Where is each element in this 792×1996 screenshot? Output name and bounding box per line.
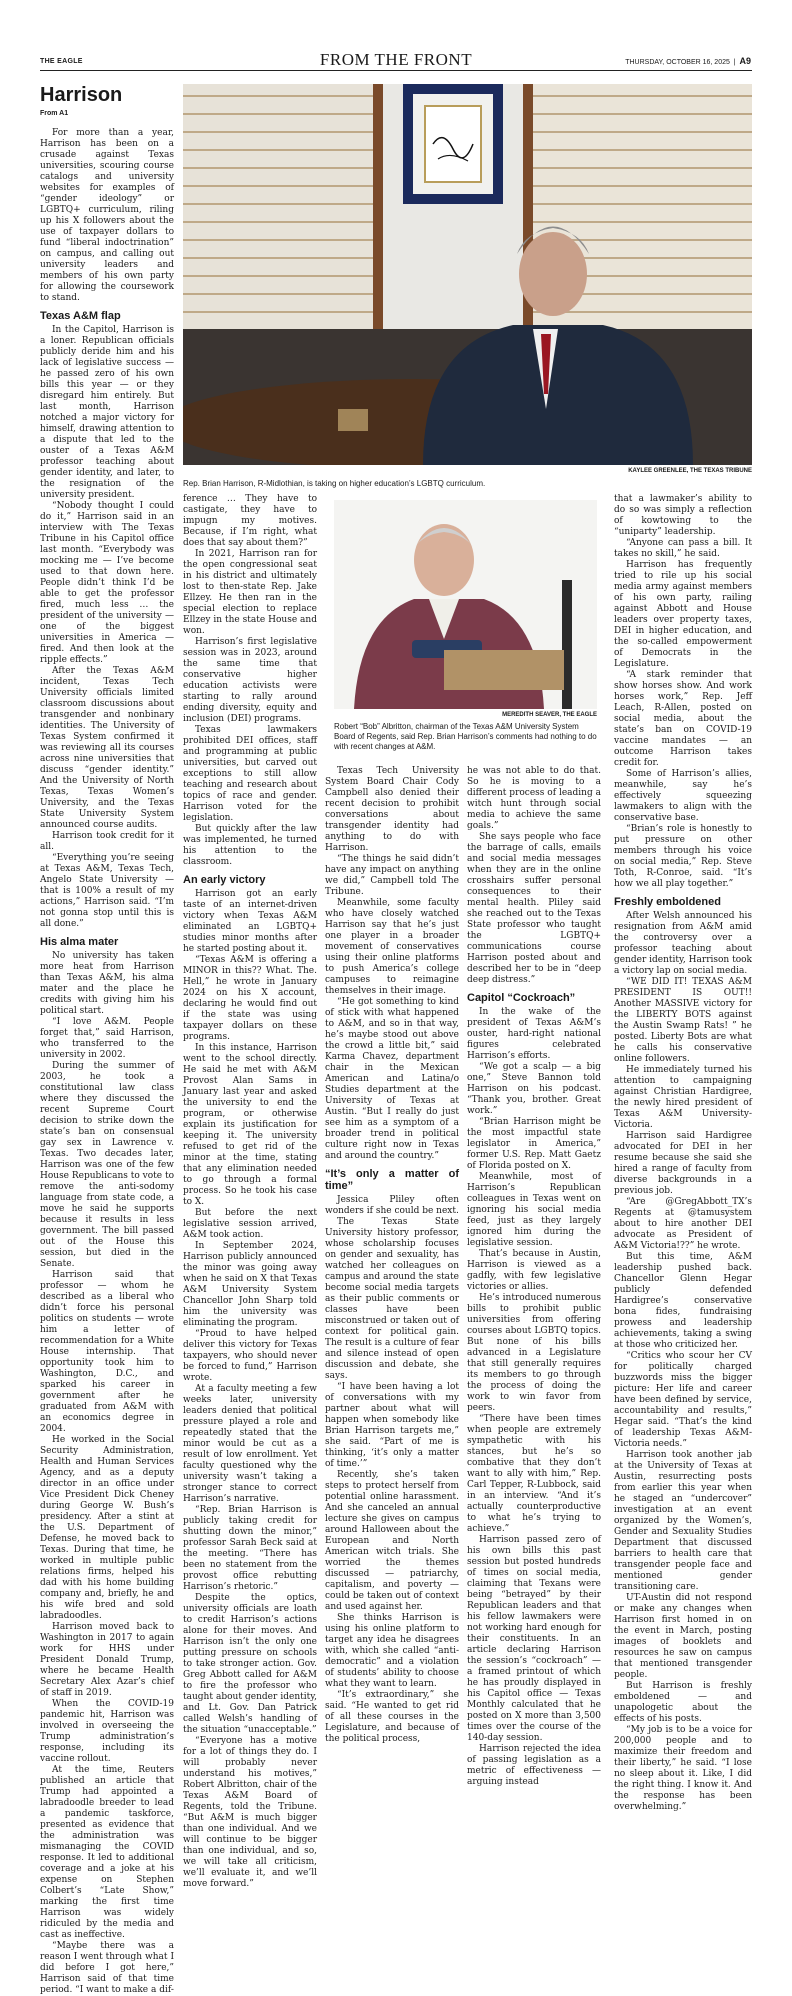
paragraph: No university has taken more heat from Harrison than Texas A&M, his alma mater and the place he credits with giving him his political start. [40, 951, 174, 1016]
paragraph: She thinks Harrison is using his online platform to target any idea he disagrees with, which she called “anti-democratic” and a violation of students’ ability to choose what they want to learn. [325, 1613, 459, 1689]
paper-name: THE EAGLE [40, 58, 83, 65]
paragraph: Harrison passed zero of his own bills this past session but posted hundreds of times on social media, claiming that Texans were being “betrayed” by their Republican leaders and that his fellow lawmakers were not working hard enough for their constituents. In an article declaring Harrison the session’s “cockroach” — a framed printout of which he has proudly displayed in his Capitol office — Texas Monthly calculated that he posted on X more than 3,500 times over the course of the 140-day session. [467, 1535, 601, 1743]
subhead: An early victory [183, 874, 266, 886]
paragraph: Harrison has frequently tried to rile up his social media army against members of his own party, railing against Abbott and House leaders over property taxes, DEI in higher education, and the so-called empowerment of Democrats in the Legislature. [614, 560, 752, 669]
paragraph: “He got something to kind of stick with what happened to A&M, and so in that way, he’s maybe stood out above the crowd a little bit,” said Karma Chavez, department chair in the Mexican American and Latina/o Studies department at the University of Texas at Austin. “But I really do just see him as a symptom of a broader trend in political culture right now in Texas and around the country.” [325, 997, 459, 1161]
paragraph: “The things he said didn’t have any impact on anything we did,” Campbell told The Tribune. [325, 854, 459, 897]
date-page: THURSDAY, OCTOBER 16, 2025 | A9 [625, 56, 751, 66]
paragraph: He worked in the Social Security Administration, Health and Human Services Agency, and as a deputy director in an office under Vice President Dick Cheney during George W. Bush’s presidency. After a stint at the U.S. Department of Defense, he moved back to Texas. During that time, he worked in multiple public relations firms, helped his dad with his home building company and, briefly, he and his wife bred and sold labradoodles. [40, 1435, 174, 1621]
paragraph: Harrison took another jab at the University of Texas at Austin, resurrecting posts from earlier this year when he staged an “undercover” investigation at an event organized by the Women’s, Gender and Sexuality Studies Department that discussed barriers to health care that transgender people face and mentioned gender transitioning care. [614, 1450, 752, 1592]
paragraph: Harrison said that professor — whom he described as a liberal who didn’t force his personal politics on students — wrote him a letter of recommendation for a White House internship. That opportunity took him to Washington, D.C., and sparked his career in government after he graduated from A&M with an economics degree in 2004. [40, 1270, 174, 1434]
paragraph: “Anyone can pass a bill. It takes no skill,” he said. [614, 538, 752, 559]
paragraph: In 2021, Harrison ran for the open congressional seat in his district and ultimately lost to then-state Rep. Jake Ellzey. He then ran in the special election to replace Ellzey in the state House and won. [183, 549, 317, 636]
paragraph: At the time, Reuters published an article that Trump had appointed a labradoodle breeder to lead a pandemic taskforce, presented as evidence that the administration was mismanaging the COVID response. It led to additional coverage and a joke at his expense on Stephen Colbert’s “Late Show,” marking the first time Harrison was widely ridiculed by the media and cast as ineffective. [40, 1765, 174, 1940]
paragraph: Despite the optics, university officials are loath to credit Harrison’s actions alone for their moves. And Harrison isn’t the only one putting pressure on schools to take stronger action. Gov. Greg Abbott called for A&M to fire the professor who taught about gender identity, and Lt. Gov. Dan Patrick called Welsh’s handling of the situation “unacceptable.” [183, 1593, 317, 1735]
paragraph: “WE DID IT! TEXAS A&M PRESIDENT IS OUT!! Another MASSIVE victory for the LIBERTY BOTS against the Austin Swamp Rats! ” he posted. Liberty Bots are what he calls his conservative online followers. [614, 977, 752, 1064]
paragraph: Harrison got an early taste of an internet-driven victory when Texas A&M eliminated an LGBTQ+ studies minor months after he started posting about it. [183, 889, 317, 954]
paragraph: “Brian Harrison might be the most impactful state legislator in America,” former U.S. Rep. Matt Gaetz of Florida posted on X. [467, 1117, 601, 1171]
paragraph: “Rep. Brian Harrison is publicly taking credit for shutting down the minor,” professor Sarah Beck said at the meeting. “There has been no statement from the provost office rebutting Harrison’s rhetoric.” [183, 1505, 317, 1592]
paragraph: During the summer of 2003, he took a constitutional law class where they discussed the recent Supreme Court decision to strike down the state’s ban on consensual gay sex in Lawrence v. Texas. Two decades later, Harrison was one of the few House Republicans to vote to remove the anti-sodomy language from state code, a move he said he supports because it results in less government. The bill passed out of the House this session, but died in the Senate. [40, 1061, 174, 1269]
paragraph: “Brian’s role is honestly to put pressure on other members through his voice on social media,” Rep. Steve Toth, R-Conroe, said. “It’s how we all play together.” [614, 824, 752, 889]
paragraph: “There have been times when people are extremely sympathetic with his stances, but he’s so combative that they don’t want to ally with him,” Rep. Carl Tepper, R-Lubbock, said in an interview. “And it’s actually counterproductive to what he’s trying to achieve.” [467, 1414, 601, 1534]
main-photo [183, 84, 752, 465]
paragraph: Texas Tech University System Board Chair Cody Campbell also denied their recent decision to prohibit conversations about transgender identity had anything to do with Harrison. [325, 766, 459, 853]
paragraph: “Critics who scour her CV for politically charged buzzwords miss the bigger picture: Her life and career have been defined by service, accountability and results,” Hegar said. “That’s the kind of leadership Texas A&M-Victoria needs.” [614, 1351, 752, 1449]
paragraph: “Are @GregAbbott_TX’s Regents at @tamusystem about to hire another DEI advocate as President of A&M Victoria!??” he wrote. [614, 1197, 752, 1251]
paragraph: But this time, A&M leadership pushed back. Chancellor Glenn Hegar publicly defended Hardigree’s conservative bona fides, fundraising prowess and leadership achievements, taking a swing at those who criticized her. [614, 1252, 752, 1350]
albritton-photo [334, 500, 597, 709]
paragraph: “Everyone has a motive for a lot of things they do. I will probably never understand his motives,” Robert Albritton, chair of the Texas A&M Board of Regents, told the Tribune. “But A&M is much bigger than one individual. And we will continue to be bigger than one individual, and so, we will take all criticism, we’ll evaluate it, and we’ll move forward.” [183, 1736, 317, 1889]
paragraph: In September 2024, Harrison publicly announced the minor was going away when he said on X that Texas A&M University System Chancellor John Sharp told him the university was eliminating the program. [183, 1241, 317, 1328]
paragraph: “Maybe there was a reason I went through what I did before I got here,” Harrison said of that time period. “I want to make a dif- [40, 1941, 174, 1995]
column-4 [467, 766, 601, 1788]
subhead: Freshly emboldened [614, 896, 721, 908]
albritton-photo-caption: Robert “Bob” Albritton, chairman of the Texas A&M University System Board of Regents, said Rep. Brian Harrison’s comments had nothing to do with recent changes at A&M. [334, 722, 597, 751]
paragraph: He’s introduced numerous bills to prohibit public universities from offering courses about LGBTQ topics. But none of his bills advanced in a Legislature that still generally requires its members to go through the process of doing the work to win favor from peers. [467, 1293, 601, 1413]
paragraph: He immediately turned his attention to campaigning against Christian Hardigree, the newly hired president of Texas A&M University-Victoria. [614, 1065, 752, 1130]
paragraph: “Texas A&M is offering a MINOR in this?? What. The. Hell,” he wrote in January 2024 on his X account, declaring he would find out if the state was using taxpayer dollars on these programs. [183, 955, 317, 1042]
paragraph: In the Capitol, Harrison is a loner. Republican officials publicly deride him and his lack of legislative success — he passed zero of his own bills this year — or they disregard him entirely. But last month, Harrison notched a major victory for himself, drawing attention to a dispute that led to the ouster of a Texas A&M professor teaching about gender identity, and later, to the resignation of the university president. [40, 325, 174, 500]
paragraph: Harrison moved back to Washington in 2017 to again work for HHS under President Donald Trump, where he became Health Secretary Alex Azar’s chief of staff in 2019. [40, 1622, 174, 1698]
paragraph: After Welsh announced his resignation from A&M amid the controversy over a professor teaching about gender identity, Harrison took a victory lap on social media. [614, 911, 752, 976]
column-1 [40, 128, 174, 1996]
paragraph: Texas lawmakers prohibited DEI offices, staff and programming at public universities, but carved out exceptions to still allow teaching and research about topics of race and gender. Harrison voted for the legislation. [183, 725, 317, 823]
paragraph: For more than a year, Harrison has been on a crusade against Texas universities, scouring course catalogs and university websites for examples of “gender ideology” or LGBTQ+ curriculum, riling up his X followers about the use of taxpayer dollars to fund “liberal indoctrination” on campus, and calling out university leaders and members of his own party for allowing the coursework to stand. [40, 128, 174, 303]
paragraph: Harrison said Hardigree advocated for DEI in her resume because she said she hired a range of faculty from diverse backgrounds in a previous job. [614, 1131, 752, 1196]
jump-line: From A1 [40, 110, 69, 117]
paragraph: But Harrison is freshly emboldened — and unapologetic about the effects of his posts. [614, 1681, 752, 1724]
paragraph: “My job is to be a voice for 200,000 people and to maximize their freedom and their liberty,” he said. “I lose no sleep about it. Like, I did the right thing. I know it. And the response has been overwhelming.” [614, 1725, 752, 1812]
paragraph: UT-Austin did not respond or make any changes when Harrison first homed in on the event in March, posting images of booklets and resources he saw on campus that mentioned transgender people. [614, 1593, 752, 1680]
header-rule [40, 70, 752, 71]
paragraph: he was not able to do that. So he is moving to a different process of leading a witch hunt through social media to achieve the same goals.” [467, 766, 601, 831]
paragraph: “Proud to have helped deliver this victory for Texas taxpayers, who should never be forced to fund,” Harrison wrote. [183, 1329, 317, 1383]
main-photo-caption: Rep. Brian Harrison, R-Midlothian, is taking on higher education’s LGBTQ curriculum. [183, 479, 486, 488]
paragraph: She says people who face the barrage of calls, emails and social media messages when they are in the online crosshairs suffer personal consequences to their mental health. Pliley said she reached out to the Texas State professor who taught the LGBTQ+ communications course Harrison posted about and described her to be in “deep deep distress.” [467, 832, 601, 985]
paragraph: In this instance, Harrison went to the school directly. He said he met with A&M Provost Alan Sams in January last year and asked the university to end the program, or otherwise explain its justification for keeping it. The university refused to get rid of the minor at the time, stating that any elimination needed to go through a formal process. So he took his case to X. [183, 1043, 317, 1207]
paragraph: Harrison’s first legislative session was in 2023, around the same time that conservative higher education activists were starting to rally around ending diversity, equity and inclusion (DEI) programs. [183, 637, 317, 724]
column-2 [183, 494, 317, 1890]
page-number: A9 [739, 56, 751, 66]
paragraph: Meanwhile, some faculty who have closely watched Harrison say that he’s just one player in a broader movement of conservatives using their online platforms to push America’s college campuses to reimagine themselves in their image. [325, 898, 459, 996]
column-5 [614, 494, 752, 1813]
albritton-photo-image [334, 500, 597, 709]
subhead: Texas A&M flap [40, 310, 121, 322]
paragraph: Some of Harrison’s allies, meanwhile, say he’s effectively squeezing lawmakers to align with the conservative base. [614, 769, 752, 823]
paragraph: that a lawmaker’s ability to do so was simply a reflection of kowtowing to the “uniparty” leadership. [614, 494, 752, 537]
paragraph: At a faculty meeting a few weeks later, university leaders denied that political pressure played a role and repeatedly stated that the minor would be cut as a result of low enrollment. Yet faculty questioned why the university wasn’t taking a stronger stance to correct Harrison’s narrative. [183, 1384, 317, 1504]
main-photo-credit: KAYLEE GREENLEE, THE TEXAS TRIBUNE [628, 468, 752, 474]
paragraph: After the Texas A&M incident, Texas Tech University officials limited classroom discussions about transgender and nonbinary identities. The University of Texas System confirmed it was reviewing all its courses across nine universities that discuss “gender identity.” And the University of North Texas, Texas Women’s University, and the Texas State University System announced course audits. [40, 666, 174, 830]
paragraph: “It’s extraordinary,” she said. “He wanted to get rid of all these courses in the Legislature, and because of the political process, [325, 1690, 459, 1744]
paragraph: “I love A&M. People forget that,” said Harrison, who transferred to the university in 2002. [40, 1017, 174, 1060]
subhead: Capitol “Cockroach” [467, 992, 576, 1004]
main-photo-image [183, 84, 752, 465]
column-3 [325, 766, 459, 1745]
albritton-photo-credit: MEREDITH SEAVER, THE EAGLE [502, 712, 597, 718]
paragraph: But quickly after the law was implemented, he turned his attention to the classroom. [183, 824, 317, 867]
paragraph: But before the next legislative session arrived, A&M took action. [183, 1208, 317, 1240]
section-title: FROM THE FRONT [319, 50, 473, 69]
paragraph: “We got a scalp — a big one,” Steve Bannon told Harrison on his podcast. “Thank you, brother. Great work.” [467, 1062, 601, 1116]
subhead: His alma mater [40, 936, 119, 948]
paragraph: Harrison took credit for it all. [40, 831, 174, 852]
paragraph: “Everything you’re seeing at Texas A&M, Texas Tech, Angelo State University — that is 100% a result of my actions,” Harrison said. “I’m not gonna stop until this is all done.” [40, 853, 174, 929]
paragraph: “Nobody thought I could do it,” Harrison said in an interview with The Texas Tribune in his Capitol office last month. “Everybody was mocking me — I’ve become used to that down here. People didn’t think I’d be able to get the professor fired, much less … the president of the university — one of the biggest universities in America — fired. And then look at the ripple effects.” [40, 501, 174, 665]
paragraph: In the wake of the president of Texas A&M’s ouster, hard-right national figures celebrated Harrison’s efforts. [467, 1007, 601, 1061]
paragraph: Recently, she’s taken steps to protect herself from potential online harassment. And she canceled an annual lecture she gives on campus around Halloween about the European and North American witch trials. She worried the themes discussed — patriarchy, capitalism, and poverty — could be taken out of context and used against her. [325, 1470, 459, 1612]
paragraph: ference … They have to castigate, they have to impugn my motives. Because, if I’m right, what does that say about them?” [183, 494, 317, 548]
paragraph: Jessica Pliley often wonders if she could be next. [325, 1195, 459, 1216]
date: THURSDAY, OCTOBER 16, 2025 [625, 59, 730, 66]
headline: Harrison [40, 84, 123, 106]
paragraph: When the COVID-19 pandemic hit, Harrison was involved in overseeing the Trump administration’s response, including its vaccine rollout. [40, 1699, 174, 1764]
paragraph: The Texas State University history professor, whose scholarship focuses on gender and sexuality, has watched her colleagues on campus and around the state become social media targets as their public comments or classes have been misconstrued or taken out of context for political gain. The result is a culture of fear and silence instead of open discussion and debate, she says. [325, 1217, 459, 1381]
paragraph: Harrison rejected the idea of passing legislation as a metric of effectiveness — arguing instead [467, 1744, 601, 1787]
paragraph: Meanwhile, most of Harrison’s Republican colleagues in Texas went on ignoring his social media feed, just as they largely ignored him during the legislative session. [467, 1172, 601, 1248]
paragraph: “I have been having a lot of conversations with my partner about what will happen when somebody like Brian Harrison targets me,” she said. “Part of me is thinking, ‘it’s only a matter of time.’” [325, 1382, 459, 1469]
paragraph: That’s because in Austin, Harrison is viewed as a gadfly, with few legislative victories or allies. [467, 1249, 601, 1292]
subhead: “It’s only a matter of time” [325, 1168, 459, 1192]
paragraph: “A stark reminder that show horses show. And work horses work,” Rep. Jeff Leach, R-Allen, posted on social media, about the state’s ban on COVID-19 vaccine mandates — an outcome Harrison takes credit for. [614, 670, 752, 768]
